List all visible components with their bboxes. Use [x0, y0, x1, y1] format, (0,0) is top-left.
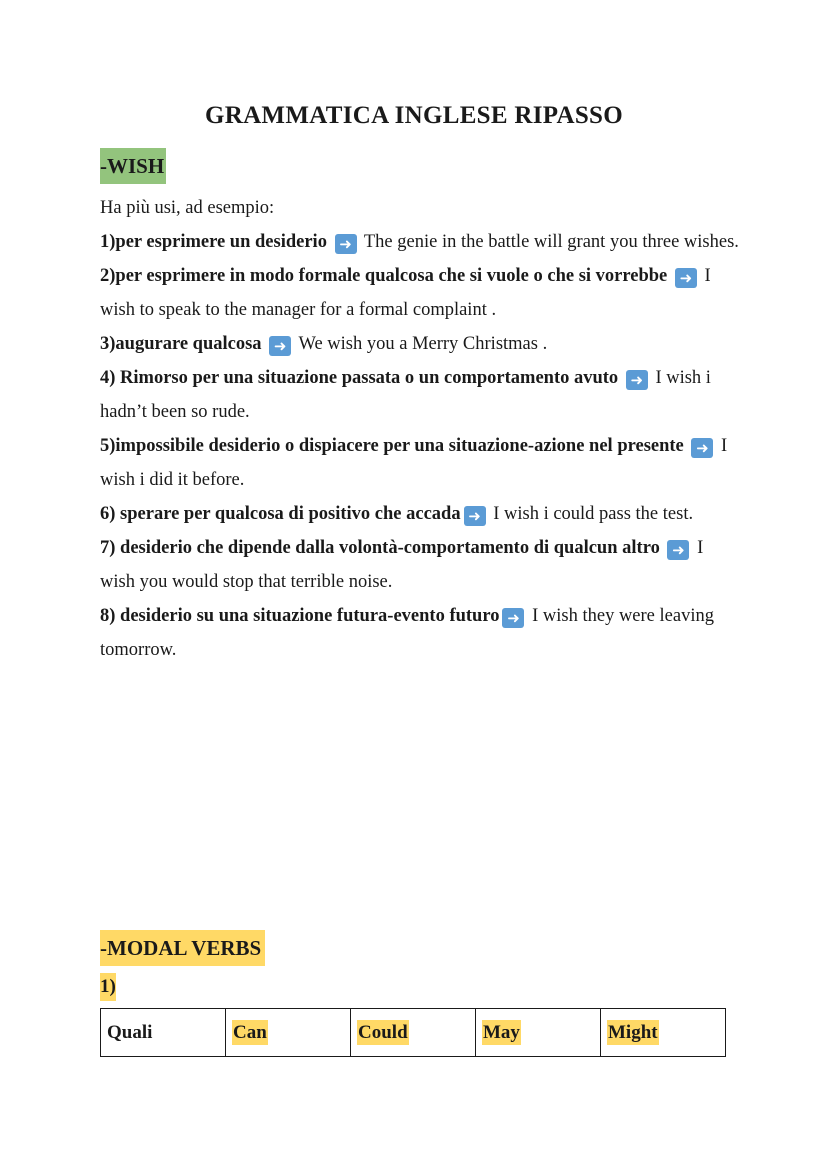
table-cell-might	[601, 1009, 726, 1057]
cell-text: Could	[358, 1021, 408, 1043]
wish-item-example: I wish you would stop that terrible noise.	[100, 538, 704, 592]
right-arrow-icon: ➜	[464, 506, 486, 526]
modal-verbs-table	[100, 1008, 726, 1057]
wish-item-example: I wish to speak to the manager for a formal complaint .	[100, 266, 711, 320]
cell-text: May	[483, 1021, 520, 1043]
wish-item-5	[100, 429, 740, 497]
wish-item-7	[100, 531, 740, 599]
wish-item-label: 8) desiderio su una situazione futura-evento futuro	[100, 606, 500, 626]
right-arrow-icon: ➜	[335, 234, 357, 254]
wish-item-label: 4) Rimorso per una situazione passata o un comportamento avuto	[100, 368, 619, 388]
right-arrow-icon: ➜	[675, 268, 697, 288]
wish-item-2	[100, 259, 740, 327]
modal-verbs-heading: -MODAL VERBS	[100, 930, 265, 966]
wish-item-1	[100, 225, 740, 259]
cell-text: Might	[608, 1021, 658, 1043]
wish-item-label: 2)per esprimere in modo formale qualcosa che si vuole o che si vorrebbe	[100, 266, 668, 286]
table-cell-could	[351, 1009, 476, 1057]
cell-text: Quali	[107, 1021, 153, 1043]
table-cell-may	[476, 1009, 601, 1057]
right-arrow-icon: ➜	[691, 438, 713, 458]
wish-item-label: 7) desiderio che dipende dalla volontà-comportamento di qualcun altro	[100, 538, 660, 558]
modal-subnumber: 1)	[100, 973, 116, 1001]
wish-intro: Ha più usi, ad esempio:	[100, 198, 275, 218]
wish-item-4	[100, 361, 740, 429]
page-title: GRAMMATICA INGLESE RIPASSO	[204, 102, 624, 129]
wish-item-example: We wish you a Merry Christmas .	[298, 334, 548, 354]
wish-item-example: I wish i did it before.	[100, 436, 728, 490]
wish-item-example: I wish i could pass the test.	[488, 504, 694, 524]
wish-item-8	[100, 599, 740, 667]
table-cell-quali	[101, 1009, 226, 1057]
wish-item-example: I wish i hadn’t been so rude.	[100, 368, 711, 422]
right-arrow-icon: ➜	[667, 540, 689, 560]
wish-item-label: 6) sperare per qualcosa di positivo che accada	[100, 504, 461, 524]
wish-item-3	[100, 327, 740, 361]
wish-item-label: 3)augurare qualcosa	[100, 334, 262, 354]
right-arrow-icon: ➜	[269, 336, 291, 356]
wish-item-label: 5)impossibile desiderio o dispiacere per una situazione-azione nel presente	[100, 436, 684, 456]
wish-item-example: The genie in the battle will grant you three wishes.	[363, 232, 739, 252]
wish-item-label: 1)per esprimere un desiderio	[100, 232, 327, 252]
wish-heading: -WISH	[100, 148, 166, 184]
wish-item-6	[100, 497, 740, 531]
right-arrow-icon: ➜	[626, 370, 648, 390]
right-arrow-icon: ➜	[502, 608, 524, 628]
wish-item-example: I wish they were leaving tomorrow.	[100, 606, 714, 660]
table-cell-can	[226, 1009, 351, 1057]
wish-section-body	[100, 191, 740, 667]
cell-text: Can	[233, 1021, 267, 1043]
table-row	[101, 1009, 726, 1057]
